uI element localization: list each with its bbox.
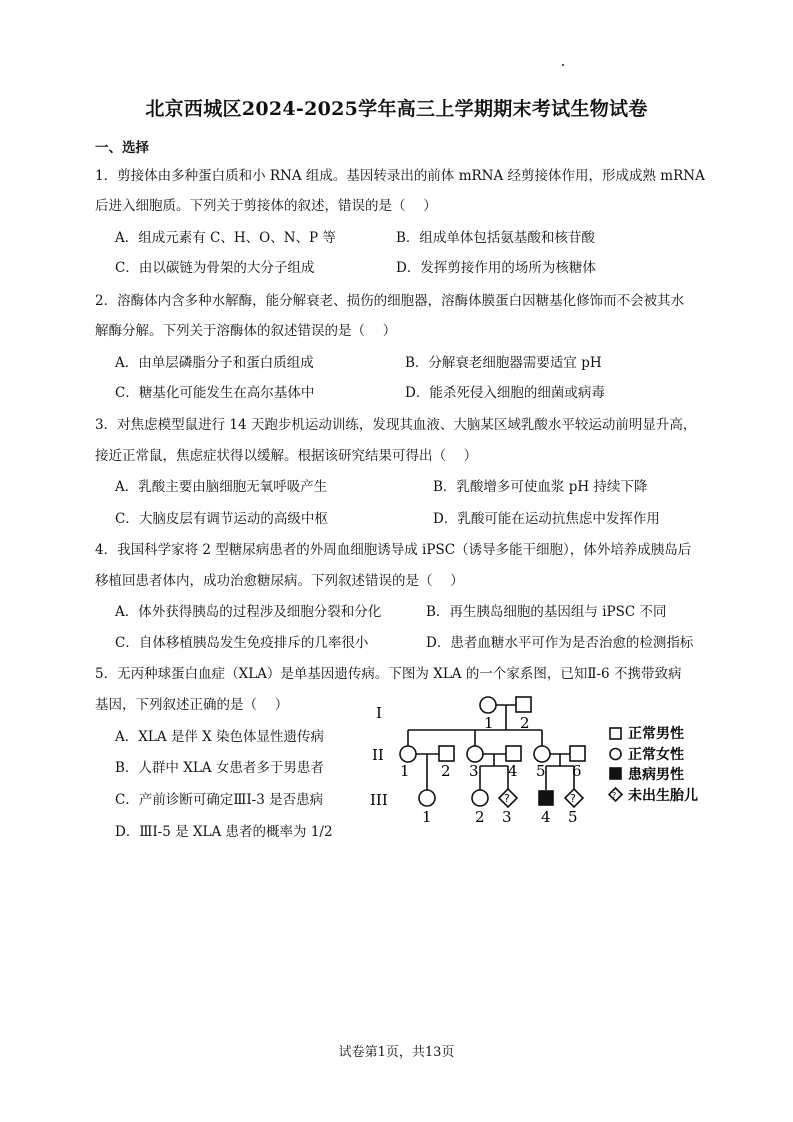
question-3-option-a: A．乳酸主要由脑细胞无氧呼吸产生 xyxy=(115,479,328,495)
gen3-female-1 xyxy=(419,790,435,806)
gen1-male-2 xyxy=(516,697,531,712)
section-heading: 一、选择 xyxy=(95,140,149,156)
question-1-line-2: 后进入细胞质。下列关于剪接体的叙述，错误的是（ ） xyxy=(95,198,437,214)
gen2-num-5: 5 xyxy=(536,762,546,780)
gen3-unborn-5-mark: ? xyxy=(570,792,576,805)
gen3-num-3: 3 xyxy=(502,808,512,826)
question-2-option-b: B．分解衰老细胞器需要适宜 pH xyxy=(405,355,602,371)
question-3-option-d: D．乳酸可能在运动抗焦虑中发挥作用 xyxy=(433,511,660,527)
gen2-num-6: 6 xyxy=(572,762,582,780)
gen2-male-4 xyxy=(506,746,521,761)
gen3-num-5: 5 xyxy=(568,808,578,826)
question-3-line-2: 接近正常鼠，焦虑症状得以缓解。根据该研究结果可得出（ ） xyxy=(95,448,478,464)
question-4-line-1: 4．我国科学家将 2 型糖尿病患者的外周血细胞诱导成 iPSC（诱导多能干细胞），体外培养成胰岛后 xyxy=(95,542,692,558)
question-1-option-d: D．发挥剪接作用的场所为核糖体 xyxy=(396,260,596,276)
gen3-num-4: 4 xyxy=(541,808,551,826)
gen1-num-1: 1 xyxy=(484,714,494,732)
gen3-female-2 xyxy=(472,790,488,806)
gen3-num-2: 2 xyxy=(475,808,485,826)
gen2-male-6 xyxy=(570,746,585,761)
gen2-num-1: 1 xyxy=(400,762,410,780)
gen2-female-5 xyxy=(534,746,550,762)
question-5-option-c: C．产前诊断可确定ⅢI-3 是否患病 xyxy=(115,792,324,808)
question-1-option-a: A．组成元素有 C、H、O、N、P 等 xyxy=(115,230,336,246)
dot-mark xyxy=(562,64,564,66)
question-4-option-d: D．患者血糖水平可作为是否治愈的检测指标 xyxy=(426,635,694,651)
legend-unborn-label: 未出生胎儿 xyxy=(628,788,698,804)
question-4-line-2: 移植回患者体内，成功治愈糖尿病。下列叙述错误的是（ ） xyxy=(95,573,464,589)
gen2-female-1 xyxy=(400,746,416,762)
question-5-option-a: A．XLA 是伴 X 染色体显性遗传病 xyxy=(115,729,325,745)
question-4-option-a: A．体外获得胰岛的过程涉及细胞分裂和分化 xyxy=(115,604,382,620)
question-1-line-1: 1．剪接体由多种蛋白质和小 RNA 组成。基因转录出的前体 mRNA 经剪接体作用，形成成熟 mRNA xyxy=(95,168,705,184)
gen1-num-2: 2 xyxy=(520,714,530,732)
page-footer: 试卷第1页，共13页 xyxy=(338,1045,455,1060)
question-2-option-d: D．能杀死侵入细胞的细菌或病毒 xyxy=(405,385,605,401)
gen3-unborn-3-mark: ? xyxy=(504,792,510,805)
question-4-option-b: B．再生胰岛细胞的基因组与 iPSC 不同 xyxy=(426,604,667,620)
legend-unborn-mark: ? xyxy=(612,791,617,800)
legend-affected-male-icon xyxy=(610,768,621,779)
question-5-line-2: 基因，下列叙述正确的是（ ） xyxy=(95,697,289,713)
question-4-option-c: C．自体移植胰岛发生免疫排斥的几率很小 xyxy=(115,635,369,651)
pedigree-diagram xyxy=(360,690,720,830)
gen2-num-4: 4 xyxy=(508,762,518,780)
generation-label-3: III xyxy=(370,791,388,809)
question-1-option-c: C．由以碳链为骨架的大分子组成 xyxy=(115,260,315,276)
question-2-line-1: 2．溶酶体内含多种水解酶，能分解衰老、损伤的细胞器，溶酶体膜蛋白因糖基化修饰而不会被其水 xyxy=(95,293,685,309)
question-3-line-1: 3．对焦虑模型鼠进行 14 天跑步机运动训练，发现其血液、大脑某区域乳酸水平较运动前明显升高， xyxy=(95,417,697,433)
gen2-num-3: 3 xyxy=(469,762,479,780)
gen3-affected-male-4 xyxy=(539,791,553,805)
question-2-option-c: C．糖基化可能发生在高尔基体中 xyxy=(115,385,315,401)
gen2-male-2 xyxy=(439,746,454,761)
gen2-num-2: 2 xyxy=(441,762,451,780)
question-5-option-d: D．ⅢI-5 是 XLA 患者的概率为 1/2 xyxy=(115,824,333,840)
question-2-option-a: A．由单层磷脂分子和蛋白质组成 xyxy=(115,355,314,371)
question-5-line-1: 5．无丙种球蛋白血症（XLA）是单基因遗传病。下图为 XLA 的一个家系图，已知Ⅱ-6 不携带致病 xyxy=(95,666,682,682)
legend-normal-male-icon xyxy=(610,728,621,739)
gen1-female-1 xyxy=(480,697,496,713)
question-3-option-b: B．乳酸增多可使血浆 pH 持续下降 xyxy=(433,479,648,495)
gen3-num-1: 1 xyxy=(422,808,432,826)
legend-affected-male-label: 患病男性 xyxy=(628,767,684,783)
page-title: 北京西城区2024-2025学年高三上学期期末考试生物试卷 xyxy=(145,98,648,120)
question-5-option-b: B．人群中 XLA 女患者多于男患者 xyxy=(115,760,324,776)
legend-normal-female-label: 正常女性 xyxy=(628,747,684,763)
generation-label-1: I xyxy=(376,704,382,722)
legend-normal-female-icon xyxy=(610,749,621,760)
question-2-line-2: 解酶分解。下列关于溶酶体的叙述错误的是（ ） xyxy=(95,323,397,339)
gen2-female-3 xyxy=(467,746,483,762)
question-3-option-c: C．大脑皮层有调节运动的高级中枢 xyxy=(115,511,328,527)
question-1-option-b: B．组成单体包括氨基酸和核苷酸 xyxy=(396,230,595,246)
generation-label-2: II xyxy=(372,746,384,764)
legend-normal-male-label: 正常男性 xyxy=(628,726,684,742)
